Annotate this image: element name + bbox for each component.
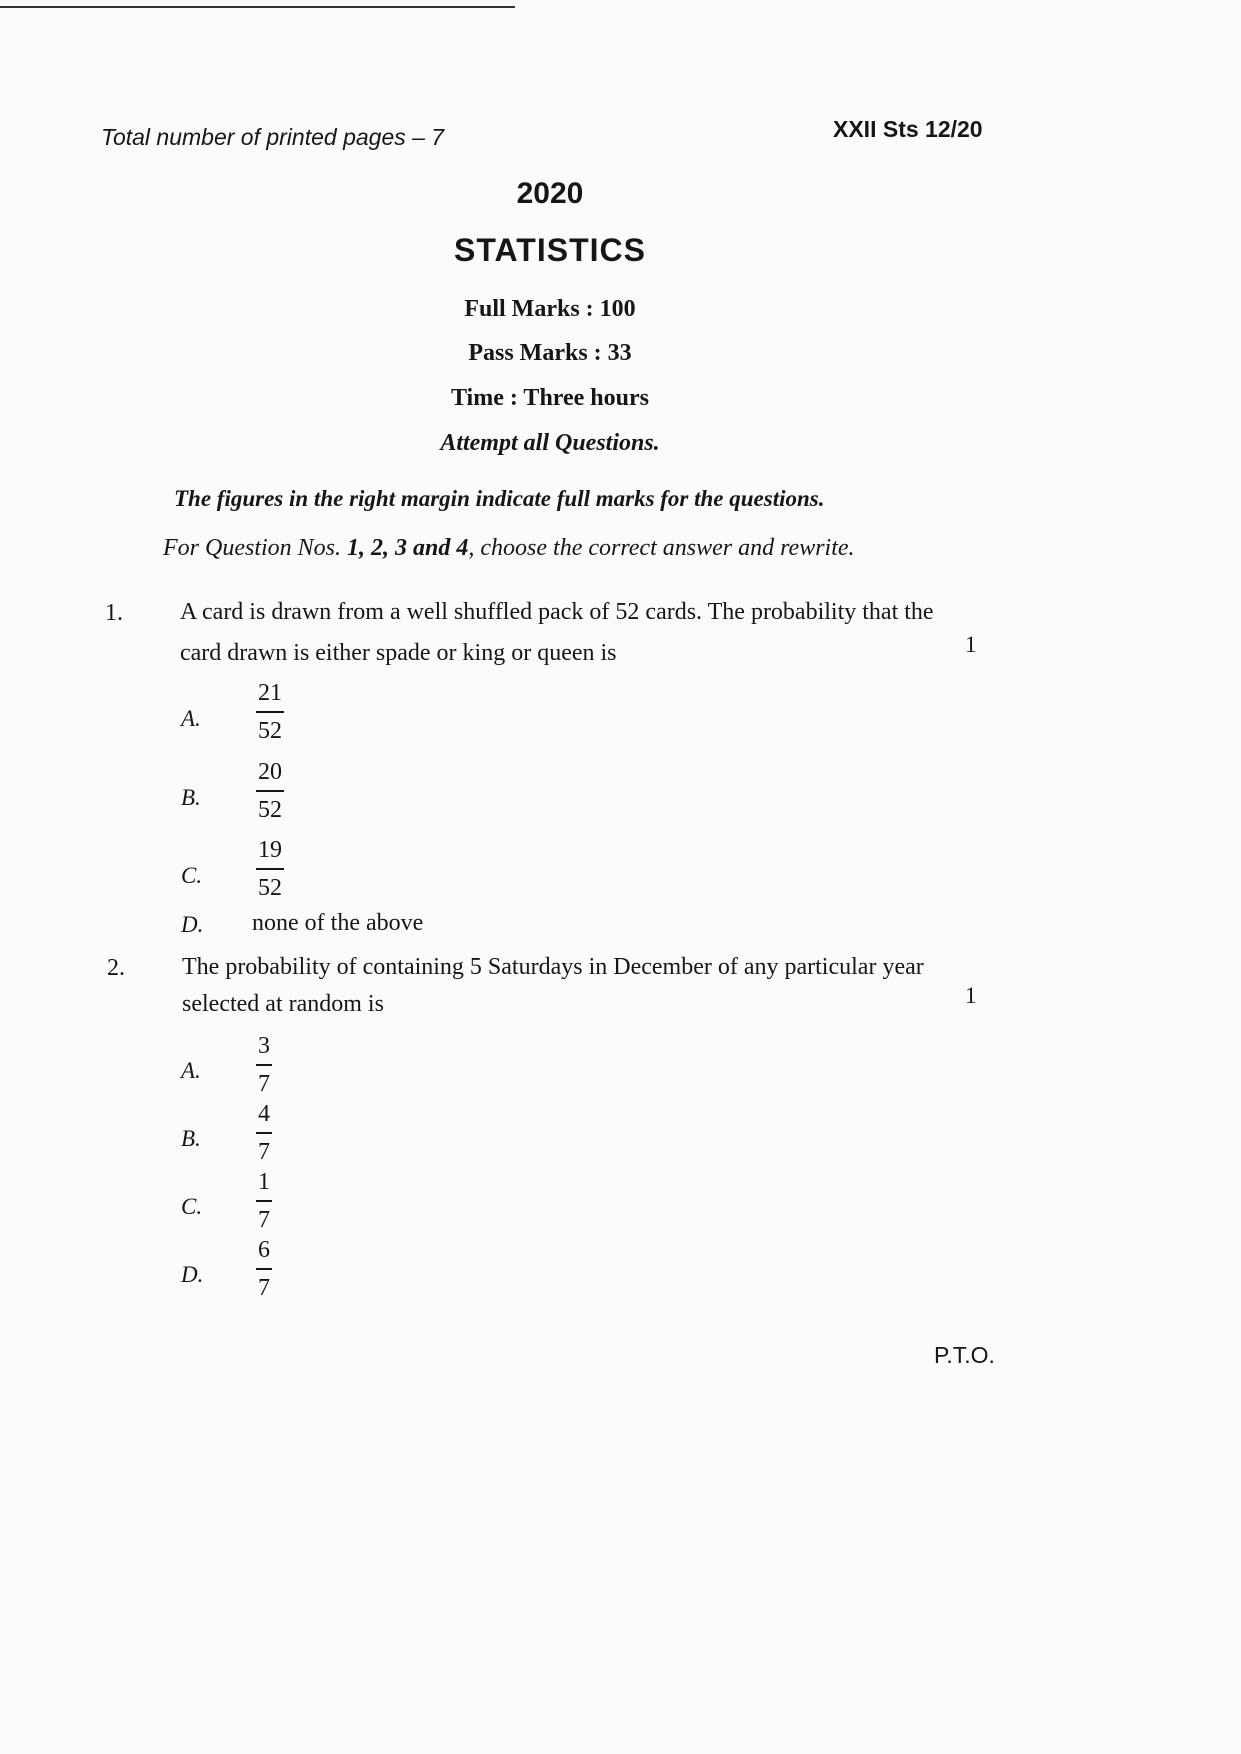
- fraction-numerator: 21: [258, 680, 282, 706]
- option-letter: C.: [181, 1194, 203, 1219]
- fraction-bar: [256, 1064, 272, 1066]
- option-letter: C.: [181, 863, 203, 888]
- fraction-bar: [256, 868, 284, 870]
- option-letter: B.: [181, 785, 201, 810]
- fraction-numerator: 6: [258, 1237, 270, 1263]
- option-fraction: [256, 1167, 272, 1235]
- margin-note: The figures in the right margin indicate full marks for the questions.: [174, 486, 825, 511]
- top-rule: [0, 6, 515, 8]
- fraction-denominator: 7: [258, 1139, 270, 1165]
- please-turn-over: P.T.O.: [934, 1342, 995, 1368]
- option-letter: D.: [181, 912, 204, 937]
- option-fraction: [256, 1235, 272, 1303]
- exam-year: 2020: [516, 177, 584, 210]
- choose-question-numbers: 1, 2, 3 and 4: [347, 535, 469, 561]
- fraction-numerator: 4: [258, 1101, 270, 1127]
- fraction-numerator: 1: [258, 1169, 270, 1195]
- fraction-bar: [256, 1200, 272, 1202]
- fraction-bar: [256, 1132, 272, 1134]
- option-letter: B.: [181, 1126, 201, 1151]
- question-text-line: A card is drawn from a well shuffled pack of 52 cards. The probability that the: [180, 599, 934, 625]
- question-text-line: The probability of containing 5 Saturdays in December of any particular year: [182, 954, 924, 980]
- full-marks: Full Marks : 100: [464, 296, 636, 322]
- option-text: none of the above: [252, 910, 424, 936]
- fraction-denominator: 52: [258, 797, 282, 823]
- fraction-denominator: 52: [258, 718, 282, 744]
- option-fraction: [256, 678, 284, 746]
- choose-instruction: [163, 535, 855, 562]
- fraction-bar: [256, 1268, 272, 1270]
- choose-prefix: For Question Nos.: [163, 535, 348, 561]
- option-letter: A.: [181, 706, 201, 731]
- option-fraction: [256, 835, 284, 903]
- exam-time: Time : Three hours: [450, 385, 649, 411]
- fraction-bar: [256, 711, 284, 713]
- pass-marks: Pass Marks : 33: [468, 340, 632, 366]
- fraction-bar: [256, 790, 284, 792]
- fraction-numerator: 19: [258, 837, 282, 863]
- fraction-denominator: 7: [258, 1207, 270, 1233]
- choose-suffix: , choose the correct answer and rewrite.: [468, 535, 855, 561]
- question-text-line: card drawn is either spade or king or queen is: [180, 640, 617, 666]
- fraction-numerator: 3: [258, 1033, 270, 1059]
- question-number: 2.: [107, 955, 125, 981]
- question-marks: 1: [965, 983, 977, 1008]
- total-pages-note: Total number of printed pages – 7: [101, 124, 445, 150]
- question-number: 1.: [105, 600, 123, 626]
- fraction-denominator: 7: [258, 1071, 270, 1097]
- exam-subject: STATISTICS: [454, 232, 646, 268]
- paper-code: XXII Sts 12/20: [833, 116, 983, 142]
- option-letter: A.: [181, 1058, 201, 1083]
- question-text-line: selected at random is: [182, 991, 384, 1017]
- attempt-instruction: Attempt all Questions.: [440, 430, 660, 456]
- option-fraction: [256, 1031, 272, 1099]
- fraction-denominator: 52: [258, 875, 282, 901]
- option-fraction: [256, 1099, 272, 1167]
- fraction-denominator: 7: [258, 1275, 270, 1301]
- option-letter: D.: [181, 1262, 204, 1287]
- fraction-numerator: 20: [258, 759, 282, 785]
- question-marks: 1: [965, 632, 977, 657]
- option-fraction: [256, 757, 284, 825]
